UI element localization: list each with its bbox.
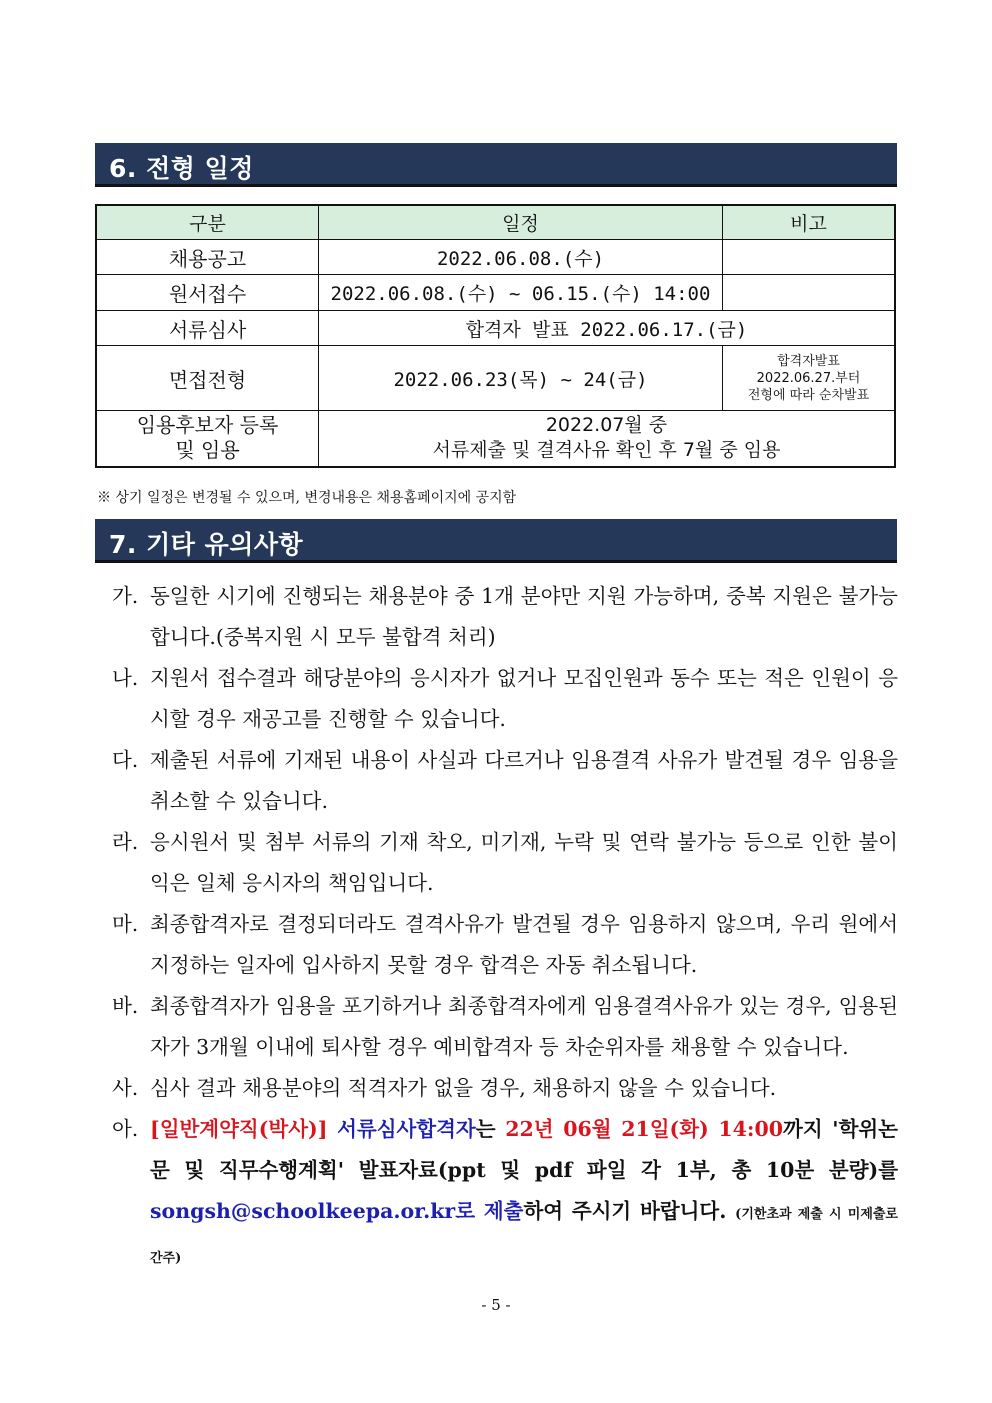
table-row [96, 346, 895, 411]
table-header-row [96, 205, 895, 240]
schedule-note: ※ 상기 일정은 변경될 수 있으며, 변경내용은 채용홈페이지에 공지함 [97, 490, 517, 506]
schedule-line: 서류제출 및 결격사유 확인 후 7월 중 임용 [432, 439, 781, 462]
row-schedule: 2022.06.08.(수) [319, 240, 723, 275]
position-label: [일반계약직(박사)] [150, 1117, 328, 1141]
row-schedule: 합격자 발표 2022.06.17.(금) [319, 311, 896, 346]
row-schedule: 2022.06.23(목) ~ 24(금) [319, 346, 723, 411]
item-text: 지원서 접수결과 해당분야의 응시자가 없거나 모집인원과 동수 또는 적은 인원이 응시할 경우 재공고를 진행할 수 있습니다. [150, 666, 898, 731]
list-item [112, 1068, 898, 1109]
item-marker: 바. [112, 994, 139, 1018]
list-item [112, 658, 898, 740]
table-row [96, 411, 895, 467]
header-schedule: 일정 [319, 205, 723, 240]
list-item [112, 576, 898, 658]
row-label: 채용공고 [96, 240, 319, 275]
row-note [723, 275, 896, 311]
row-label: 원서접수 [96, 275, 319, 311]
label-line: 및 임용 [175, 438, 240, 463]
item-text: 까지 '학위논문 및 직무수행계획' 발표자료(ppt 및 pdf 파일 각 1부, 총 10분 분량)를 [150, 1117, 898, 1182]
item-text: 동일한 시기에 진행되는 채용분야 중 1개 분야만 지원 가능하며, 중복 지원은 불가능합니다.(중복지원 시 모두 불합격 처리) [150, 584, 898, 649]
item-marker: 마. [112, 912, 139, 936]
table-row [96, 311, 895, 346]
page-number: - 5 - [481, 1296, 511, 1314]
item-marker: 가. [112, 584, 139, 608]
applicant-label: 서류심사합격자 [337, 1117, 476, 1141]
item-text: 제출된 서류에 기재된 내용이 사실과 다르거나 임용결격 사유가 발견될 경우 임용을 취소할 수 있습니다. [150, 748, 898, 813]
schedule-table [95, 204, 896, 468]
item-marker: 아. [112, 1117, 139, 1141]
row-note [723, 240, 896, 275]
list-item [112, 986, 898, 1068]
item-text: 는 [475, 1117, 496, 1141]
section-6-title: 6. 전형 일정 [109, 154, 254, 183]
item-marker: 라. [112, 830, 139, 854]
row-label: 면접전형 [96, 346, 319, 411]
row-note [723, 346, 896, 411]
notice-list [112, 576, 898, 1279]
item-marker: 다. [112, 748, 139, 772]
row-schedule [319, 411, 896, 467]
item-text: 심사 결과 채용분야의 적격자가 없을 경우, 채용하지 않을 수 있습니다. [150, 1076, 777, 1100]
email-link[interactable]: songsh@schoolkeepa.or.kr로 제출 [150, 1199, 524, 1223]
note-line: 합격자발표 [777, 353, 840, 369]
deadline-text: 22년 06월 21일(화) 14:00 [505, 1117, 784, 1141]
table-row [96, 240, 895, 275]
section-7-header [95, 519, 897, 563]
small-note: (기한초과 제출 시 미제출로 간주) [150, 1207, 898, 1266]
header-remarks: 비고 [723, 205, 896, 240]
item-marker: 사. [112, 1076, 139, 1100]
section-6-header [95, 143, 897, 187]
item-marker: 나. [112, 666, 139, 690]
table-row [96, 275, 895, 311]
list-item-highlight [112, 1109, 898, 1279]
section-7-title: 7. 기타 유의사항 [109, 530, 304, 559]
header-category: 구분 [96, 205, 319, 240]
list-item [112, 904, 898, 986]
schedule-line: 2022.07월 중 [545, 414, 668, 437]
list-item [112, 822, 898, 904]
list-item [112, 740, 898, 822]
item-text: 응시원서 및 첨부 서류의 기재 착오, 미기재, 누락 및 연락 불가능 등으로 인한 불이익은 일체 응시자의 책임입니다. [150, 830, 898, 895]
item-text: 최종합격자로 결정되더라도 결격사유가 발견될 경우 임용하지 않으며, 우리 원에서 지정하는 일자에 입사하지 못할 경우 합격은 자동 취소됩니다. [150, 912, 898, 977]
item-text: 최종합격자가 임용을 포기하거나 최종합격자에게 임용결격사유가 있는 경우, 임용된 자가 3개월 이내에 퇴사할 경우 예비합격자 등 차순위자를 채용할 수 있습니다. [150, 994, 898, 1059]
row-label: 서류심사 [96, 311, 319, 346]
note-line: 전형에 따라 순차발표 [747, 387, 870, 403]
row-label [96, 411, 319, 467]
label-line: 임용후보자 등록 [136, 413, 279, 438]
row-schedule: 2022.06.08.(수) ~ 06.15.(수) 14:00 [319, 275, 723, 311]
item-text: 하여 주시기 바랍니다. [523, 1199, 727, 1223]
note-line: 2022.06.27.부터 [756, 370, 861, 386]
